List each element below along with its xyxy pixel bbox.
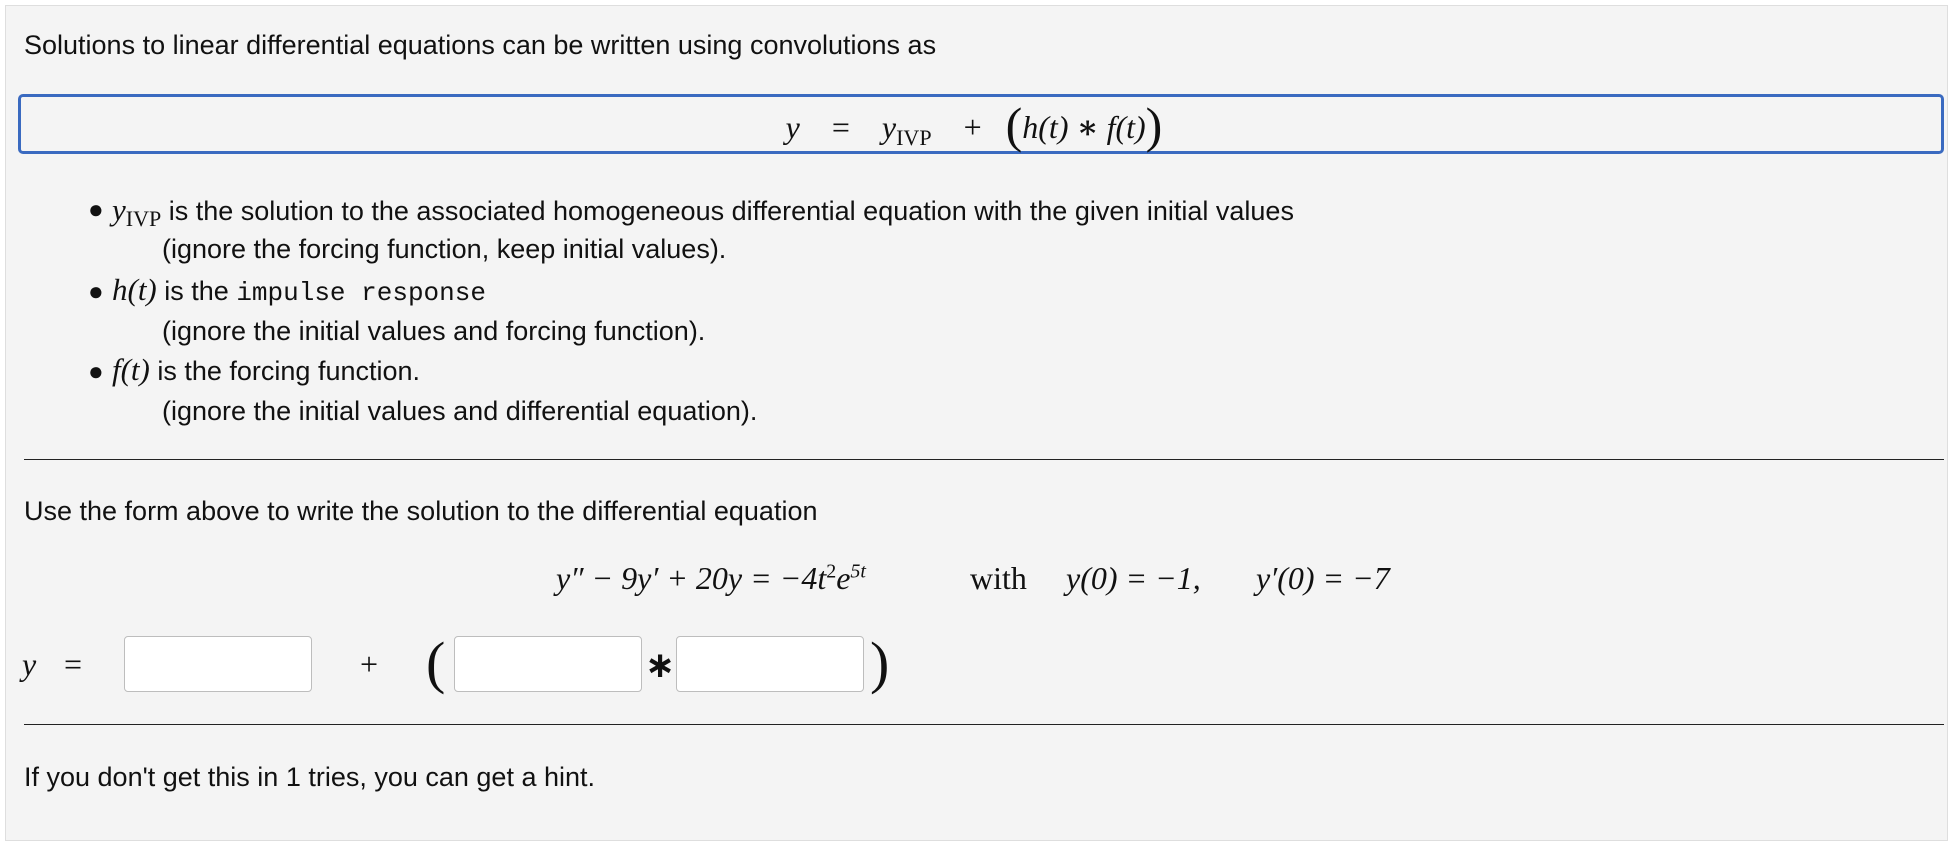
intro-text: Solutions to linear differential equations can be written using convolutions as bbox=[24, 30, 937, 60]
bullet-1 bbox=[112, 192, 1294, 231]
hint-text: If you don't get this in 1 tries, you can get a hint. bbox=[24, 762, 595, 792]
bullet-1-note: (ignore the forcing function, keep initial values). bbox=[162, 234, 727, 264]
answer-close-paren: ) bbox=[870, 630, 890, 695]
bullet-1-symbol-sub: IVP bbox=[125, 206, 162, 231]
bullet-3-text: is the forcing function. bbox=[149, 356, 421, 386]
bullet-1-symbol: y bbox=[112, 192, 126, 227]
bullet-2-text: is the bbox=[156, 276, 237, 306]
bullet-2-note: (ignore the initial values and forcing function). bbox=[162, 316, 706, 346]
bullet-2 bbox=[112, 272, 486, 308]
formula-f: f(t) bbox=[1106, 109, 1146, 145]
formula-h: h(t) bbox=[1022, 109, 1069, 145]
formula-yivp: y bbox=[881, 109, 897, 145]
equation-exp1: 2 bbox=[826, 560, 837, 583]
bullet-dot-3: ● bbox=[88, 356, 104, 386]
bullet-2-mono: impulse response bbox=[236, 278, 486, 308]
divider-2 bbox=[24, 724, 1944, 725]
answer-y-label: y bbox=[22, 646, 37, 682]
answer-open-paren: ( bbox=[426, 630, 446, 695]
bullet-2-symbol: h(t) bbox=[112, 272, 157, 307]
equation-exp2: 5t bbox=[850, 560, 866, 583]
bullet-3-note: (ignore the initial values and differential equation). bbox=[162, 396, 758, 426]
equation-with: with bbox=[970, 560, 1027, 596]
instruction-text: Use the form above to write the solution to the differential equation bbox=[24, 496, 818, 526]
differential-equation bbox=[556, 560, 866, 597]
bullet-3 bbox=[112, 352, 420, 388]
equation-e: e bbox=[836, 560, 851, 596]
formula-yivp-sub: IVP bbox=[896, 125, 932, 150]
initial-condition-1: y(0) = −1, bbox=[1066, 560, 1201, 596]
formula-plus: + bbox=[963, 109, 982, 145]
initial-condition-2: y′(0) = −7 bbox=[1256, 560, 1390, 596]
equation-lhs: y″ − 9y′ + 20y = −4t bbox=[556, 560, 827, 596]
answer-equals: = bbox=[64, 646, 83, 682]
formula-equals: = bbox=[831, 109, 850, 145]
formula-open-paren: ( bbox=[1005, 97, 1023, 153]
bullet-1-text: is the solution to the associated homogeneous differential equation with the given initial values bbox=[161, 196, 1294, 226]
impulse-response-input[interactable] bbox=[454, 636, 642, 692]
divider-1 bbox=[24, 459, 1944, 460]
bullet-dot-2: ● bbox=[88, 276, 104, 306]
forcing-function-input[interactable] bbox=[676, 636, 864, 692]
bullet-3-symbol: f(t) bbox=[112, 352, 150, 387]
bullet-dot-1: ● bbox=[88, 194, 104, 224]
formula-close-paren: ) bbox=[1145, 97, 1163, 153]
formula-y: y bbox=[785, 109, 800, 145]
formula-star: ∗ bbox=[1076, 109, 1099, 145]
answer-star: ∗ bbox=[645, 644, 676, 685]
yivp-input[interactable] bbox=[124, 636, 312, 692]
convolution-formula bbox=[0, 96, 1948, 159]
answer-plus: + bbox=[360, 646, 379, 682]
